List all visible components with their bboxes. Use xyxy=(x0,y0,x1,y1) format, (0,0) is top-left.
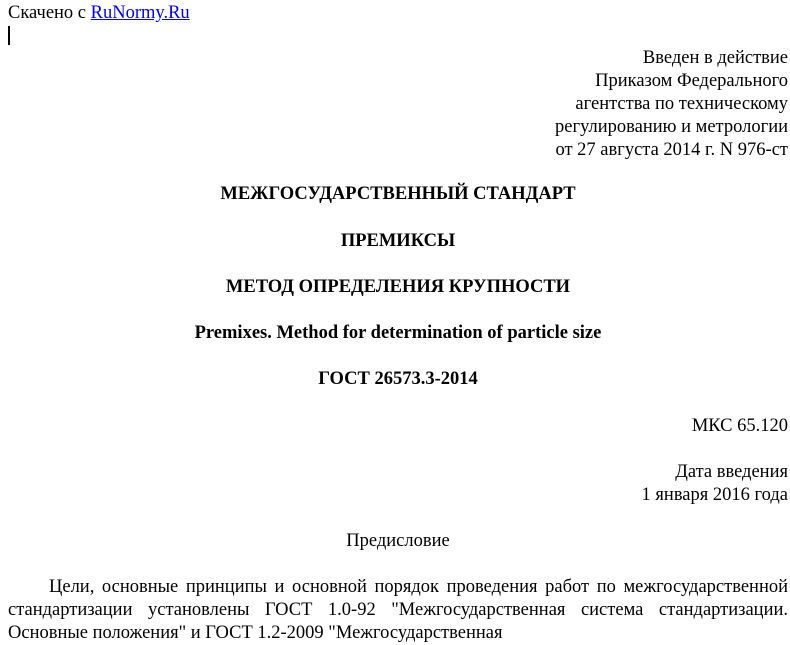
foreword-paragraph: Цели, основные принципы и основной порядок проведения работ по межгосударственной стандартизации установлены ГОСТ 1.0-92 "Межгосударственная система стандартизации. Основные положения" и ГОСТ 1.2-2009 "Межгосударственная xyxy=(8,577,788,643)
mks-code: МКС 65.120 xyxy=(691,416,788,436)
introduction-date: 1 января 2016 года xyxy=(641,485,788,505)
document-subtitle: МЕТОД ОПРЕДЕЛЕНИЯ КРУПНОСТИ xyxy=(225,277,571,297)
source-link[interactable]: RuNormy.Ru xyxy=(90,3,190,23)
approval-line: агентства по техническому xyxy=(575,94,788,114)
document-title: ПРЕМИКСЫ xyxy=(340,231,456,251)
approval-line: Приказом Федерального xyxy=(595,71,788,91)
approval-line: регулированию и метрологии xyxy=(555,117,788,137)
source-line xyxy=(8,2,788,25)
foreword-heading: Предисловие xyxy=(346,531,450,551)
text-cursor xyxy=(8,26,10,45)
document-page xyxy=(8,2,788,643)
standard-type-heading: МЕЖГОСУДАРСТВЕННЫЙ СТАНДАРТ xyxy=(220,184,576,204)
approval-line: от 27 августа 2014 г. N 976-ст xyxy=(555,140,788,160)
foreword-body xyxy=(8,576,788,645)
approval-block xyxy=(555,47,788,162)
introduction-label: Дата введения xyxy=(675,462,788,482)
english-title: Premixes. Method for determination of particle size xyxy=(194,323,602,343)
approval-line: Введен в действие xyxy=(642,48,788,68)
source-prefix: Скачено с xyxy=(8,3,91,23)
standard-designation: ГОСТ 26573.3-2014 xyxy=(318,369,478,389)
